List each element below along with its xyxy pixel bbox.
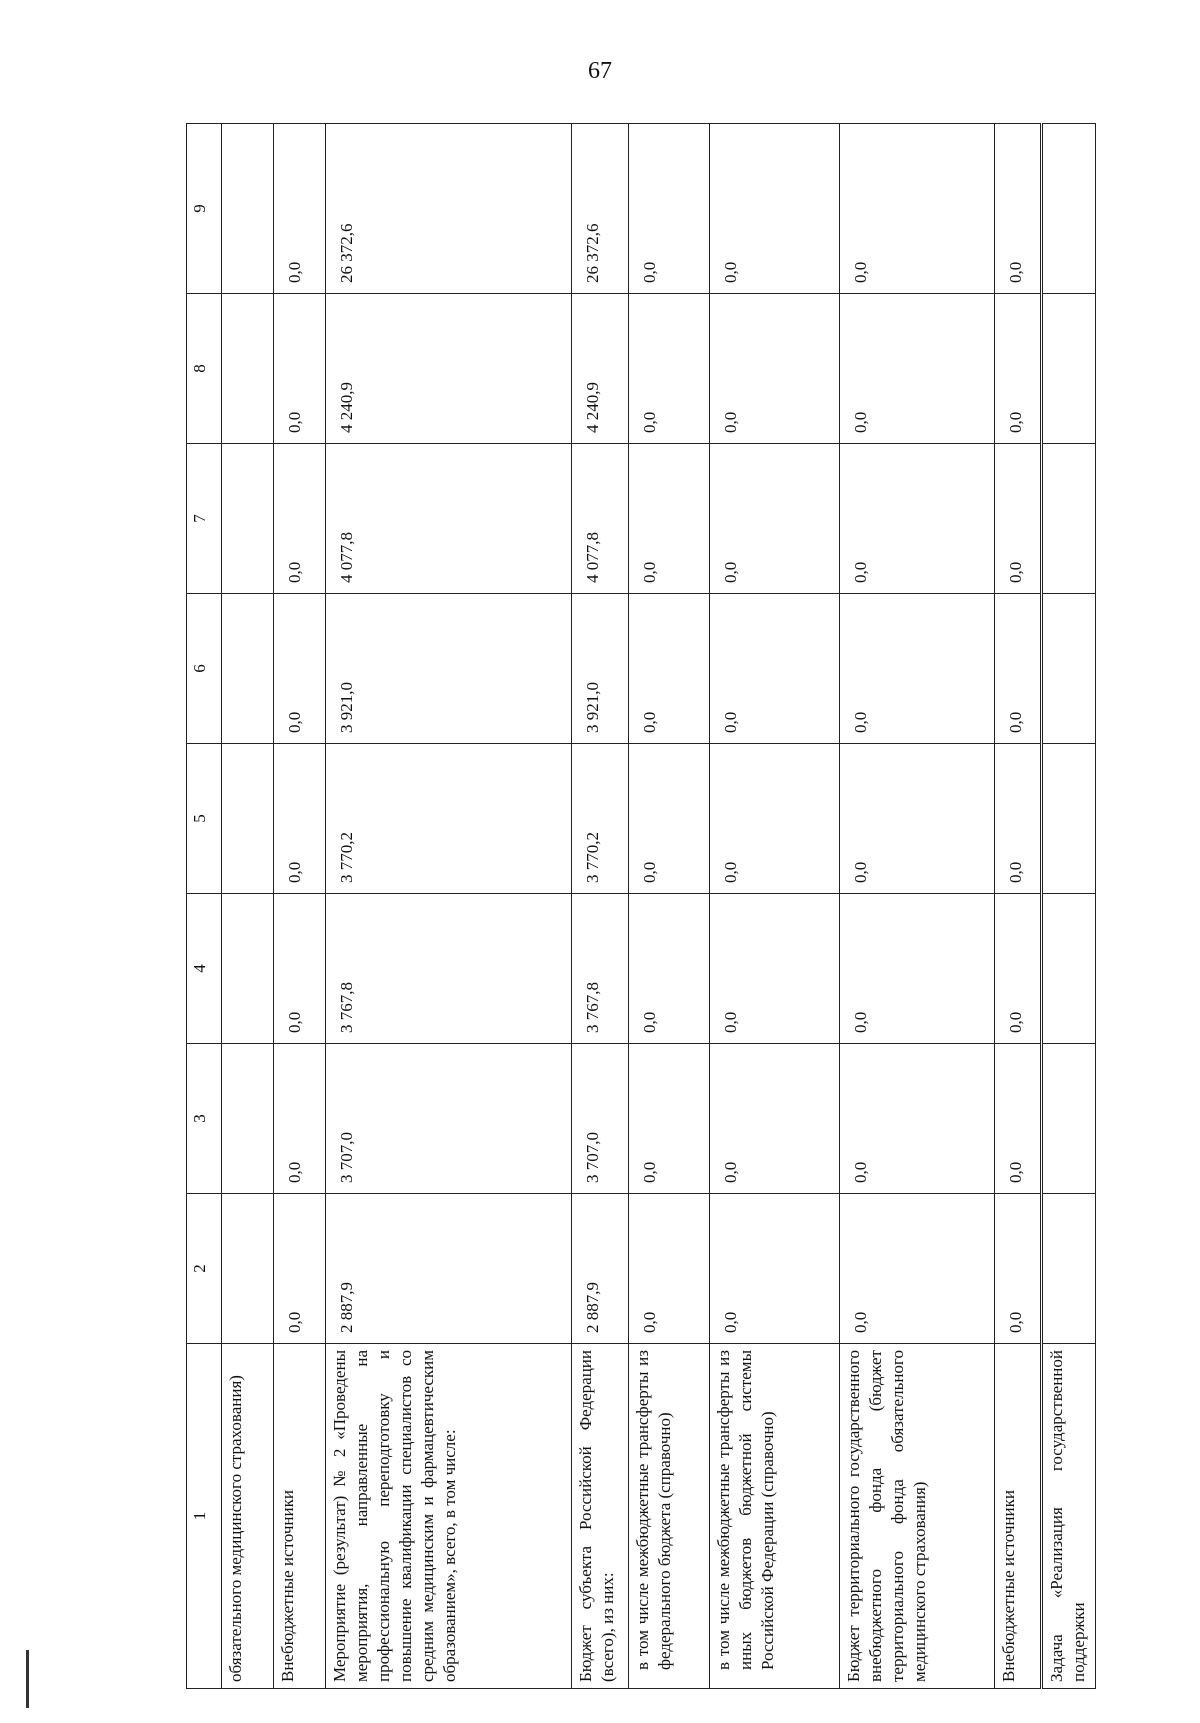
table-row <box>629 124 710 1689</box>
cell: 0,0 <box>629 744 710 894</box>
cell: 3 770,2 <box>572 744 629 894</box>
cell: 2 887,9 <box>325 1194 572 1344</box>
cell: 4 077,8 <box>572 444 629 594</box>
cell: 0,0 <box>839 444 994 594</box>
cell <box>1041 744 1095 894</box>
cell <box>222 444 274 594</box>
budget-table <box>186 123 1096 1689</box>
header-cell: 5 <box>187 744 222 894</box>
cell: 0,0 <box>839 1194 994 1344</box>
cell: 0,0 <box>273 1194 325 1344</box>
cell: 0,0 <box>273 594 325 744</box>
cell: 0,0 <box>629 294 710 444</box>
cell: 0,0 <box>839 1044 994 1194</box>
row-label: обязательного медицинского страхования) <box>222 1344 274 1689</box>
cell: 0,0 <box>995 124 1042 294</box>
cell: 3 767,8 <box>325 894 572 1044</box>
cell: 0,0 <box>995 444 1042 594</box>
cell: 3 770,2 <box>325 744 572 894</box>
cell: 0,0 <box>273 444 325 594</box>
row-label: в том числе межбюджетные трансферты из иных бюджетов бюджетной системы Российской Федерации (справочно) <box>710 1344 840 1689</box>
cell <box>1041 1044 1095 1194</box>
header-cell: 9 <box>187 124 222 294</box>
cell <box>1041 294 1095 444</box>
row-label: Мероприятие (результат) № 2 «Проведены мероприятия, направленные на профессиональную переподготовку и повышение квалификации специалистов со средним медицинским и фармацевтическим образованием», всего, в том числе: <box>325 1344 572 1689</box>
cell: 0,0 <box>273 124 325 294</box>
cell: 26 372,6 <box>325 124 572 294</box>
table-row <box>325 124 572 1689</box>
cell: 0,0 <box>710 1044 840 1194</box>
cell <box>222 1044 274 1194</box>
cell: 0,0 <box>839 294 994 444</box>
cell: 3 707,0 <box>325 1044 572 1194</box>
cell <box>222 124 274 294</box>
cell: 0,0 <box>710 894 840 1044</box>
table-row <box>1041 124 1095 1689</box>
cell: 3 707,0 <box>572 1044 629 1194</box>
table-rotated-wrapper <box>186 124 1096 1689</box>
cell: 0,0 <box>273 894 325 1044</box>
cell: 0,0 <box>273 294 325 444</box>
cell: 0,0 <box>629 124 710 294</box>
table-row <box>995 124 1042 1689</box>
table-row <box>572 124 629 1689</box>
cell: 2 887,9 <box>572 1194 629 1344</box>
cell: 0,0 <box>710 744 840 894</box>
cell: 0,0 <box>995 744 1042 894</box>
cell: 0,0 <box>995 1044 1042 1194</box>
header-cell: 1 <box>187 1344 222 1689</box>
cell: 4 240,9 <box>572 294 629 444</box>
page-number: 67 <box>588 58 612 84</box>
cell: 0,0 <box>839 894 994 1044</box>
cell: 0,0 <box>995 894 1042 1044</box>
cell <box>222 744 274 894</box>
cell: 0,0 <box>629 894 710 1044</box>
cell: 0,0 <box>995 294 1042 444</box>
row-label: Бюджет субъекта Российской Федерации (всего), из них: <box>572 1344 629 1689</box>
header-cell: 4 <box>187 894 222 1044</box>
cell: 0,0 <box>839 744 994 894</box>
cell: 0,0 <box>995 1194 1042 1344</box>
cell <box>222 894 274 1044</box>
table-row <box>839 124 994 1689</box>
table-row <box>222 124 274 1689</box>
cell <box>1041 594 1095 744</box>
cell <box>222 294 274 444</box>
cell <box>222 594 274 744</box>
row-label: в том числе межбюджетные трансферты из федерального бюджета (справочно) <box>629 1344 710 1689</box>
cell: 0,0 <box>839 124 994 294</box>
row-label: Внебюджетные источники <box>273 1344 325 1689</box>
cell: 0,0 <box>710 444 840 594</box>
header-cell: 6 <box>187 594 222 744</box>
table-row <box>273 124 325 1689</box>
cell <box>1041 894 1095 1044</box>
cell: 0,0 <box>995 594 1042 744</box>
cell: 0,0 <box>710 1194 840 1344</box>
cell: 0,0 <box>839 594 994 744</box>
row-label: Внебюджетные источники <box>995 1344 1042 1689</box>
cell: 4 077,8 <box>325 444 572 594</box>
scan-edge-mark <box>26 1650 29 1708</box>
cell <box>1041 124 1095 294</box>
cell: 0,0 <box>273 1044 325 1194</box>
cell: 3 921,0 <box>325 594 572 744</box>
cell: 3 767,8 <box>572 894 629 1044</box>
cell: 0,0 <box>710 124 840 294</box>
cell: 4 240,9 <box>325 294 572 444</box>
cell: 0,0 <box>710 594 840 744</box>
cell: 0,0 <box>629 1044 710 1194</box>
header-cell: 3 <box>187 1044 222 1194</box>
header-cell: 8 <box>187 294 222 444</box>
cell: 0,0 <box>629 444 710 594</box>
cell: 0,0 <box>629 1194 710 1344</box>
table-rotated <box>186 124 1096 1689</box>
header-cell: 7 <box>187 444 222 594</box>
header-row <box>187 124 222 1689</box>
cell: 0,0 <box>710 294 840 444</box>
header-cell: 2 <box>187 1194 222 1344</box>
cell: 0,0 <box>629 594 710 744</box>
cell: 3 921,0 <box>572 594 629 744</box>
cell: 26 372,6 <box>572 124 629 294</box>
cell <box>222 1194 274 1344</box>
cell: 0,0 <box>273 744 325 894</box>
cell <box>1041 1194 1095 1344</box>
row-label: Бюджет территориального государственного внебюджетного фонда (бюджет территориального фонда обязательного медицинского страхования) <box>839 1344 994 1689</box>
table-row <box>710 124 840 1689</box>
row-label: Задача «Реализация государственной поддержки <box>1041 1344 1095 1689</box>
cell <box>1041 444 1095 594</box>
